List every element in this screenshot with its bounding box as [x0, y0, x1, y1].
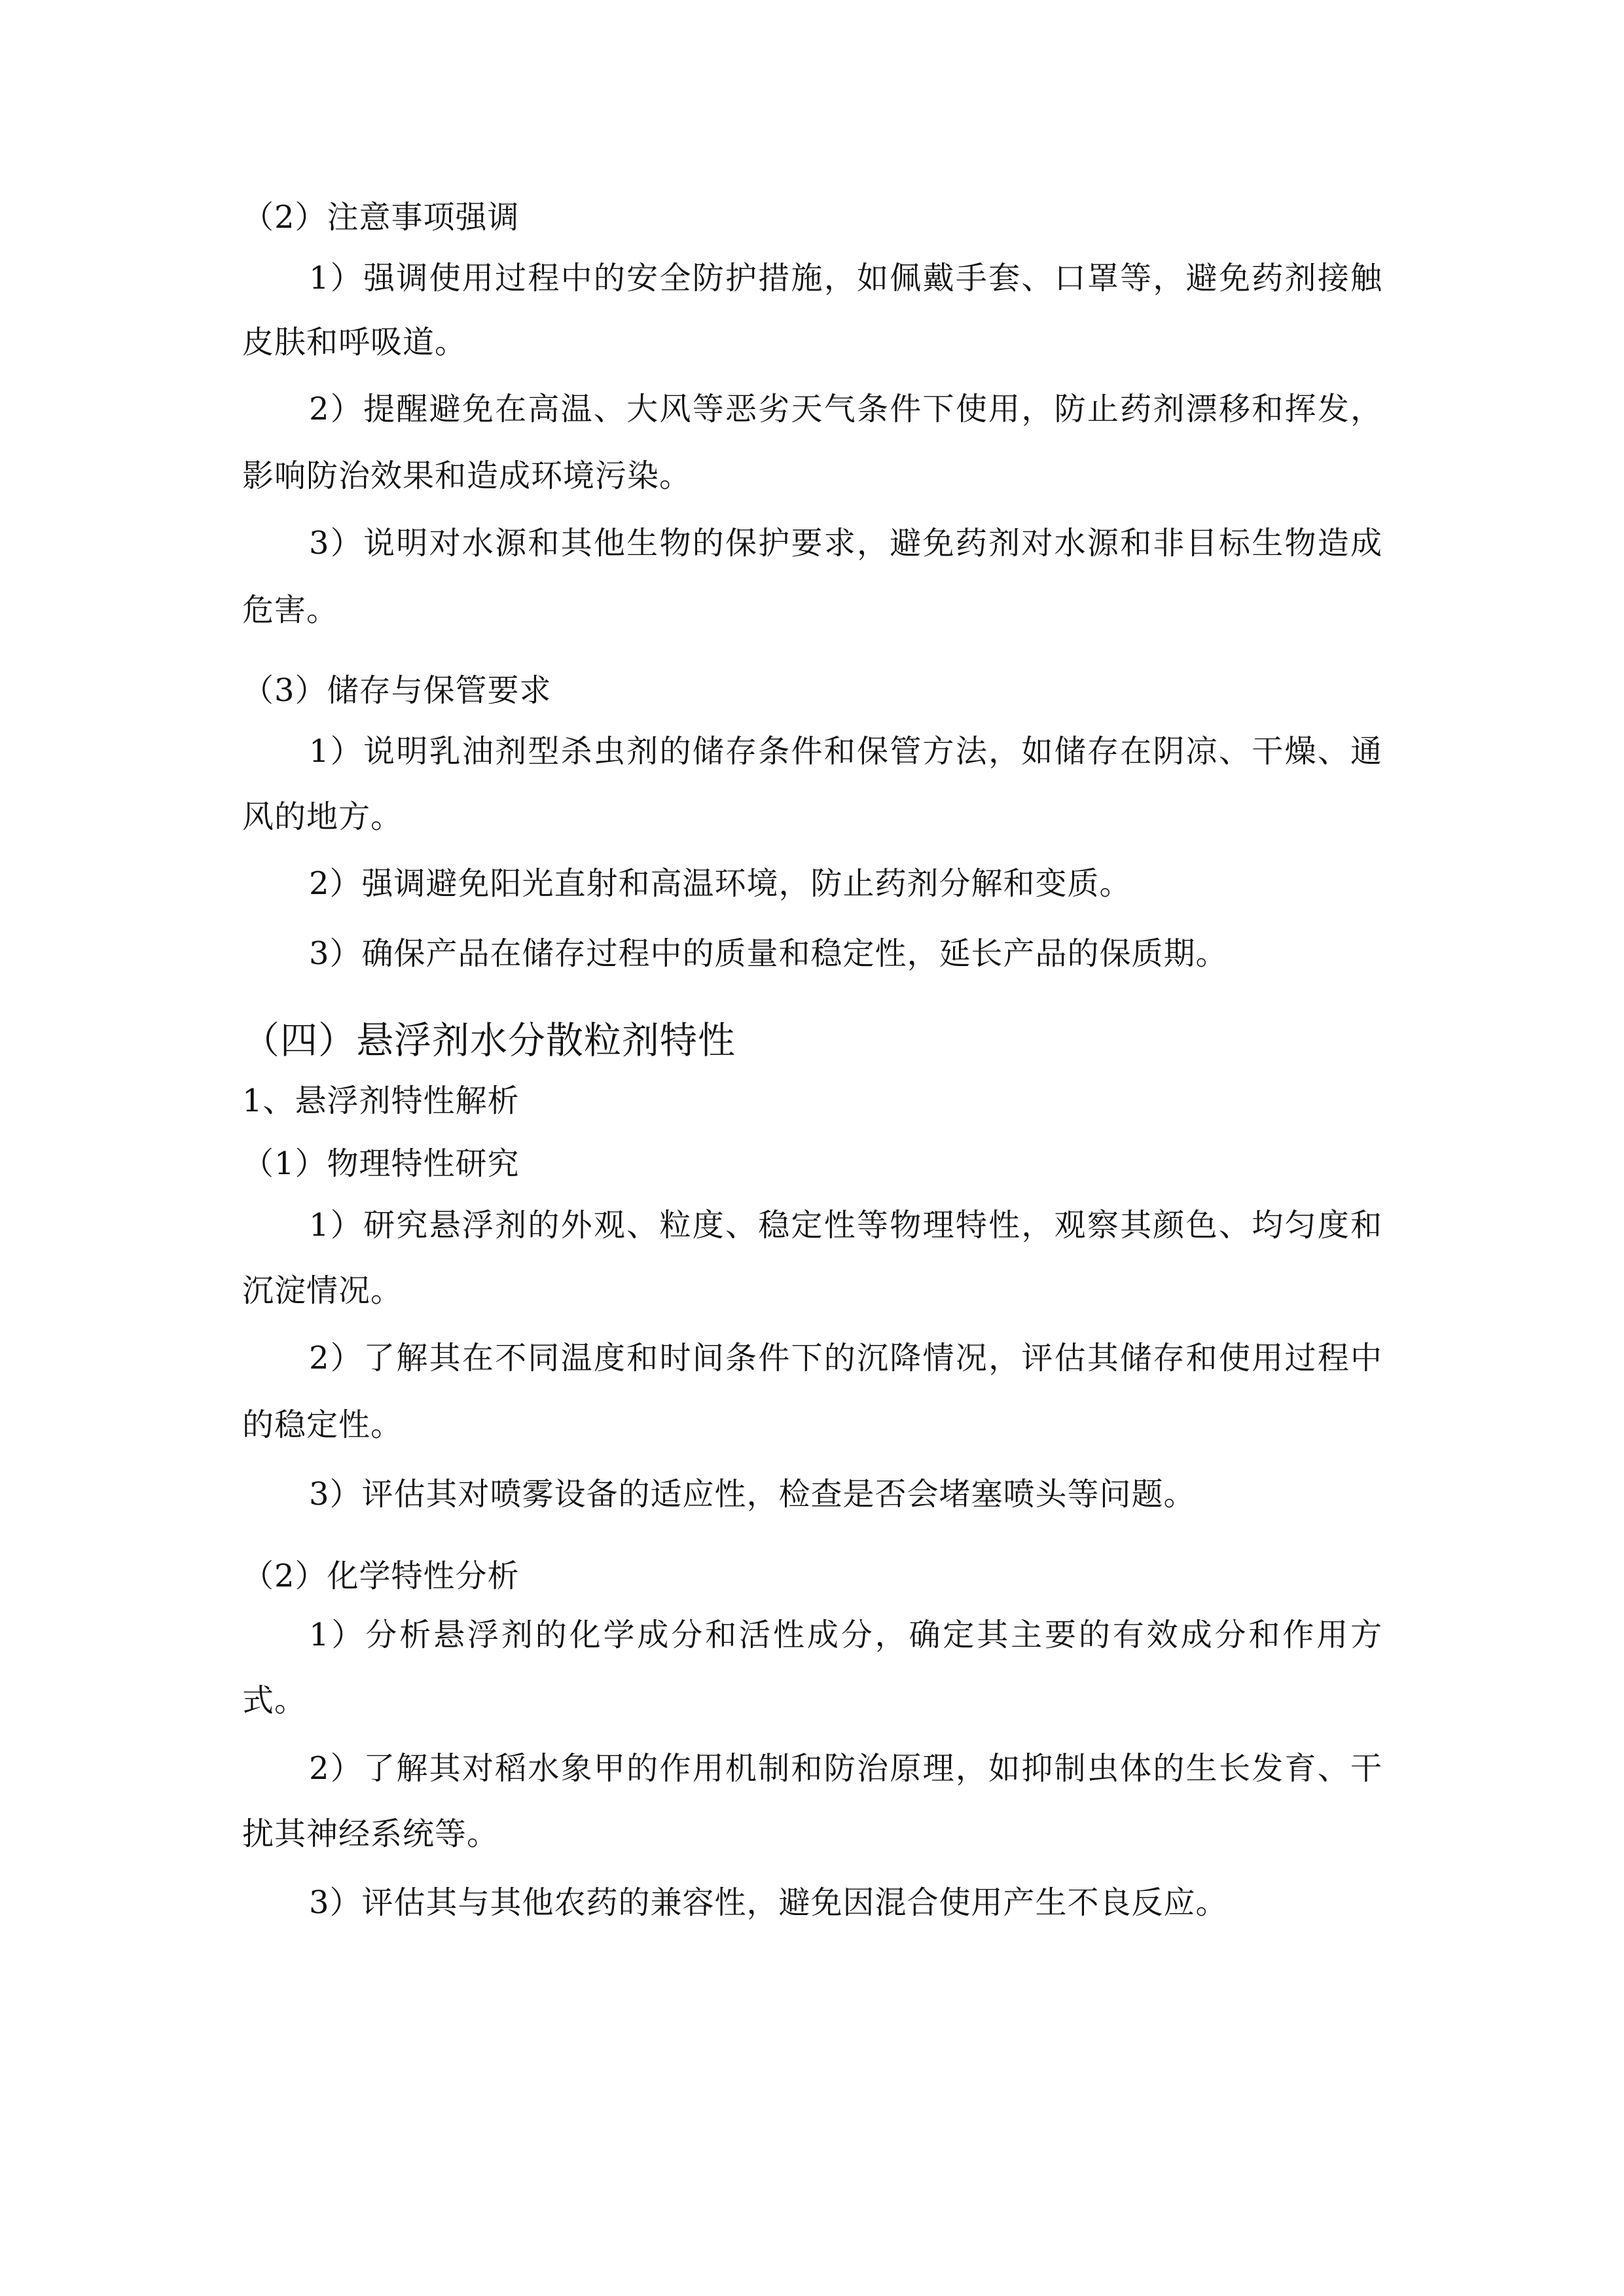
paragraph-line: 影响防治效果和造成环境污染。: [242, 457, 692, 494]
subsection-heading: 1、悬浮剂特性解析: [242, 1083, 520, 1119]
paragraph-line: 1）说明乳油剂型杀虫剂的储存条件和保管方法，如储存在阴凉、干燥、通: [309, 733, 1382, 770]
chapter-heading: （四）悬浮剂水分散粒剂特性: [242, 1019, 736, 1062]
paragraph-line: 3）说明对水源和其他生物的保护要求，避免药剂对水源和非目标生物造成: [309, 525, 1382, 562]
paragraph-line: 式。: [242, 1682, 307, 1719]
paragraph-line: 1）强调使用过程中的安全防护措施，如佩戴手套、口罩等，避免药剂接触: [309, 260, 1382, 296]
paragraph-line: 2）提醒避免在高温、大风等恶劣天气条件下使用，防止药剂漂移和挥发，: [309, 391, 1382, 427]
section-heading: （2）注意事项强调: [242, 199, 520, 236]
paragraph-line: 风的地方。: [242, 798, 403, 835]
paragraph-line: 3）确保产品在储存过程中的质量和稳定性，延长产品的保质期。: [309, 935, 1228, 972]
paragraph-line: 扰其神经系统等。: [242, 1816, 499, 1852]
section-heading: （2）化学特性分析: [242, 1558, 520, 1594]
paragraph-line: 1）分析悬浮剂的化学成分和活性成分，确定其主要的有效成分和作用方: [309, 1617, 1382, 1653]
paragraph-line: 2）了解其在不同温度和时间条件下的沉降情况，评估其储存和使用过程中: [309, 1340, 1382, 1376]
paragraph-line: 2）强调避免阳光直射和高温环境，防止药剂分解和变质。: [309, 865, 1132, 902]
paragraph-line: 皮肤和呼吸道。: [242, 324, 467, 361]
paragraph-line: 危害。: [242, 592, 339, 628]
paragraph-line: 1）研究悬浮剂的外观、粒度、稳定性等物理特性，观察其颜色、均匀度和: [309, 1207, 1382, 1244]
paragraph-line: 沉淀情况。: [242, 1272, 403, 1309]
section-heading: （3）储存与保管要求: [242, 672, 552, 709]
paragraph-line: 3）评估其对喷雾设备的适应性，检查是否会堵塞喷头等问题。: [309, 1476, 1196, 1513]
section-heading: （1）物理特性研究: [242, 1145, 520, 1182]
paragraph-line: 的稳定性。: [242, 1407, 403, 1443]
paragraph-line: 2）了解其对稻水象甲的作用机制和防治原理，如抑制虫体的生长发育、干: [309, 1750, 1382, 1787]
paragraph-line: 3）评估其与其他农药的兼容性，避免因混合使用产生不良反应。: [309, 1884, 1228, 1921]
